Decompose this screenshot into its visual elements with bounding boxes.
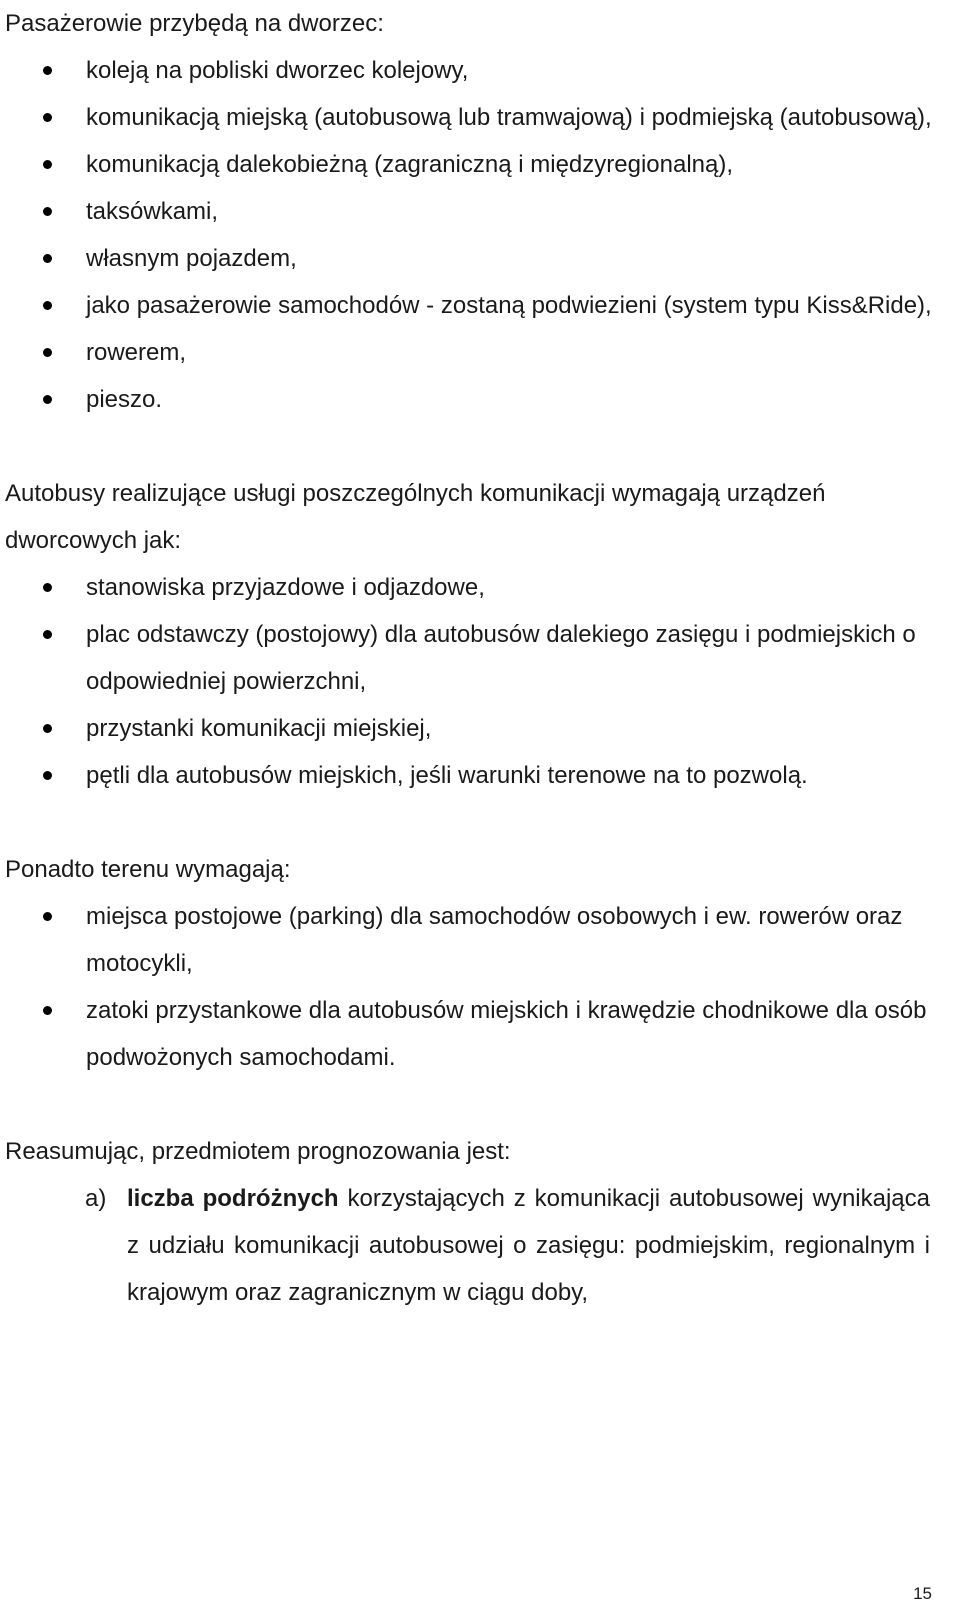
section-3-list [0,893,960,1081]
bullet-icon [43,207,52,216]
section-2-heading: Autobusy realizujące usługi poszczególnych komunikacji wymagają urządzeń dworcowych jak: [5,480,826,554]
spacer [0,799,960,846]
section-1-list [0,47,960,423]
bullet-icon [43,160,52,169]
summary-item-a [0,1175,960,1316]
list-item: taksówkami, [0,188,960,235]
section-2-list [0,564,960,799]
spacer [0,1081,960,1128]
list-item: koleją na pobliski dworzec kolejowy, [0,47,960,94]
bullet-icon [43,724,52,733]
list-item: komunikacją miejską (autobusową lub tramwajową) i podmiejską (autobusową), [0,94,960,141]
summary-item-text: korzystających z komunikacji autobusowej wynikająca z udziału komunikacji autobusowej o zasięgu: podmiejskim, regionalnym i krajowym oraz zagranicznym w ciągu doby, [127,1185,930,1306]
bullet-icon [43,630,52,639]
list-item: własnym pojazdem, [0,235,960,282]
list-item: jako pasażerowie samochodów - zostaną podwiezieni (system typu Kiss&Ride), [0,282,960,329]
bullet-icon [43,113,52,122]
list-marker: a) [85,1185,107,1212]
bullet-icon [43,583,52,592]
spacer [0,423,960,470]
bullet-icon [43,771,52,780]
list-item: rowerem, [0,329,960,376]
list-item: pieszo. [0,376,960,423]
bullet-icon [43,912,52,921]
page-number: 15 [913,1584,932,1603]
list-item: zatoki przystankowe dla autobusów miejskich i krawędzie chodnikowe dla osób podwożonych samochodami. [0,987,960,1081]
bullet-icon [43,1006,52,1015]
section-3-heading: Ponadto terenu wymagają: [5,856,291,883]
bullet-icon [43,348,52,357]
list-item: pętli dla autobusów miejskich, jeśli warunki terenowe na to pozwolą. [0,752,960,799]
bullet-icon [43,66,52,75]
list-item: plac odstawczy (postojowy) dla autobusów dalekiego zasięgu i podmiejskich o odpowiedniej powierzchni, [0,611,960,705]
summary-heading: Reasumując, przedmiotem prognozowania jest: [5,1138,511,1165]
section-1-heading: Pasażerowie przybędą na dworzec: [5,10,384,37]
list-item: przystanki komunikacji miejskiej, [0,705,960,752]
bullet-icon [43,254,52,263]
list-item: stanowiska przyjazdowe i odjazdowe, [0,564,960,611]
emphasized-term: liczba podróżnych [127,1185,339,1212]
bullet-icon [43,301,52,310]
bullet-icon [43,395,52,404]
list-item: miejsca postojowe (parking) dla samochodów osobowych i ew. rowerów oraz motocykli, [0,893,960,987]
list-item: komunikacją dalekobieżną (zagraniczną i międzyregionalną), [0,141,960,188]
